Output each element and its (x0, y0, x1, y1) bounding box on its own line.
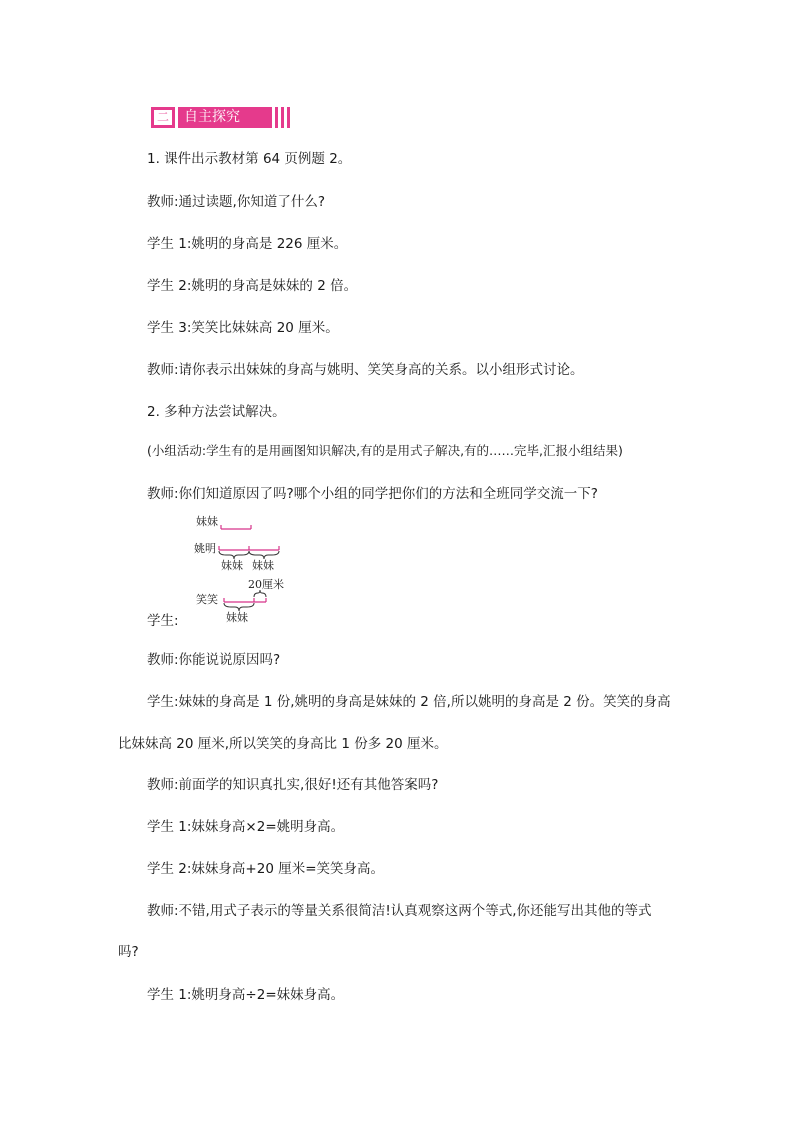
paragraph: 教师:通过读题,你知道了什么? (147, 194, 326, 210)
paragraph: 学生 2:姚明的身高是妹妹的 2 倍。 (147, 278, 358, 294)
paragraph: 吗? (118, 944, 139, 960)
section-number-box (151, 107, 175, 128)
paragraph: 学生 1:姚明的身高是 226 厘米。 (147, 236, 348, 252)
paragraph: 1. 课件出示教材第 64 页例题 2。 (147, 151, 352, 167)
paragraph: 学生 1:姚明身高÷2=妹妹身高。 (147, 987, 345, 1003)
paragraph: 学生 2:妹妹身高+20 厘米=笑笑身高。 (147, 861, 385, 877)
paragraph: 2. 多种方法尝试解决。 (147, 404, 286, 420)
diagram-label-sister: 妹妹 (196, 515, 218, 528)
paragraph: 学生: (147, 613, 179, 629)
diagram-lines (188, 510, 308, 628)
diagram-label-yaoming: 姚明 (194, 542, 216, 555)
paragraph: 比妹妹高 20 厘米,所以笑笑的身高比 1 份多 20 厘米。 (118, 736, 448, 752)
paragraph: 学生:妹妹的身高是 1 份,姚明的身高是妹妹的 2 倍,所以姚明的身高是 2 份。笑笑的身高 (147, 694, 671, 710)
paragraph: 学生 3:笑笑比妹妹高 20 厘米。 (147, 320, 339, 336)
diagram-label-20cm: 20厘米 (248, 578, 284, 591)
paragraph: (小组活动:学生有的是用画图知识解决,有的是用式子解决,有的……完毕,汇报小组结果) (147, 443, 623, 458)
section-title: 自主探究 (178, 107, 272, 128)
decorative-bar (281, 107, 284, 128)
paragraph: 学生 1:妹妹身高×2=姚明身高。 (147, 819, 345, 835)
paragraph: 教师:不错,用式子表示的等量关系很简洁!认真观察这两个等式,你还能写出其他的等式 (147, 903, 652, 919)
paragraph: 教师:请你表示出妹妹的身高与姚明、笑笑身高的关系。以小组形式讨论。 (147, 362, 584, 378)
decorative-bar (275, 107, 278, 128)
paragraph: 教师:你们知道原因了吗?哪个小组的同学把你们的方法和全班同学交流一下? (147, 486, 598, 502)
diagram-label-xiaoxiao: 笑笑 (196, 593, 218, 606)
section-number: 二 (154, 110, 172, 125)
decorative-bar (287, 107, 290, 128)
diagram-brace-label: 妹妹 (226, 611, 248, 624)
paragraph: 教师:你能说说原因吗? (147, 652, 281, 668)
line-segment-diagram (188, 510, 308, 628)
diagram-brace-label: 妹妹 (252, 559, 274, 572)
paragraph: 教师:前面学的知识真扎实,很好!还有其他答案吗? (147, 777, 439, 793)
diagram-brace-label: 妹妹 (221, 559, 243, 572)
